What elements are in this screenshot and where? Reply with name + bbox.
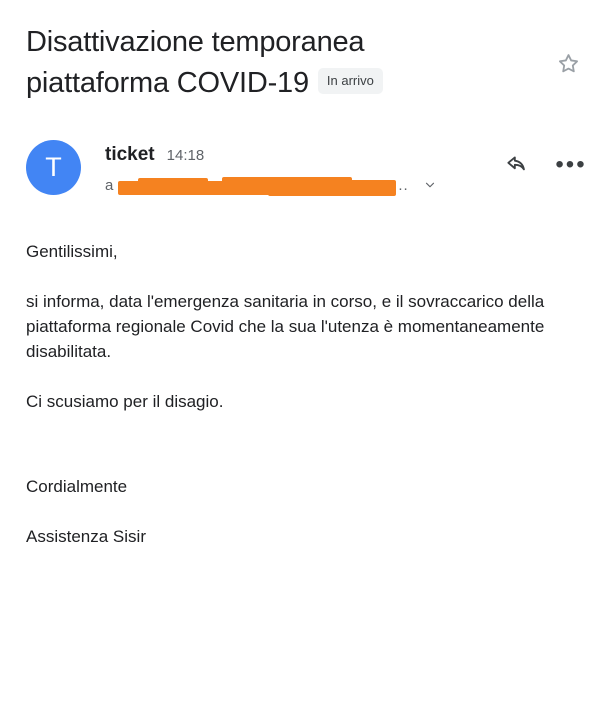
sender-line	[105, 144, 500, 166]
chevron-down-icon[interactable]	[421, 176, 439, 194]
subject-block	[26, 22, 496, 104]
sender-info	[105, 140, 500, 194]
body-signature: Assistenza Sisir	[26, 527, 146, 546]
more-options-icon[interactable]	[554, 148, 588, 182]
sender-name[interactable]: ticket	[105, 144, 155, 165]
star-icon[interactable]	[550, 46, 586, 82]
body-greeting: Gentilissimi,	[26, 242, 118, 261]
recipient-ellipsis: ..	[398, 176, 409, 194]
message-actions	[500, 140, 588, 182]
sender-row	[26, 140, 588, 195]
reply-arrow-icon[interactable]	[500, 148, 534, 182]
more-options-label: •••	[555, 151, 587, 178]
body-paragraph-1: si informa, data l'emergenza sanitaria in corso, e il sovraccarico della piattaforma regionale Covid che la sua l'utenza è momentaneamente disabilitata.	[26, 292, 545, 361]
avatar[interactable]: T	[26, 140, 81, 195]
body-paragraph-2: Ci scusiamo per il disagio.	[26, 392, 224, 411]
recipient-prefix: a	[105, 176, 114, 194]
subject-header	[26, 22, 588, 104]
page-title: Disattivazione temporanea piattaforma COVID-19	[26, 26, 365, 99]
status-badge[interactable]: In arrivo	[318, 68, 383, 94]
body-closing: Cordialmente	[26, 477, 128, 496]
redacted-recipient-overlay	[118, 177, 396, 194]
message-timestamp: 14:18	[166, 147, 205, 164]
recipient-line	[105, 176, 500, 194]
message-body	[26, 239, 588, 549]
